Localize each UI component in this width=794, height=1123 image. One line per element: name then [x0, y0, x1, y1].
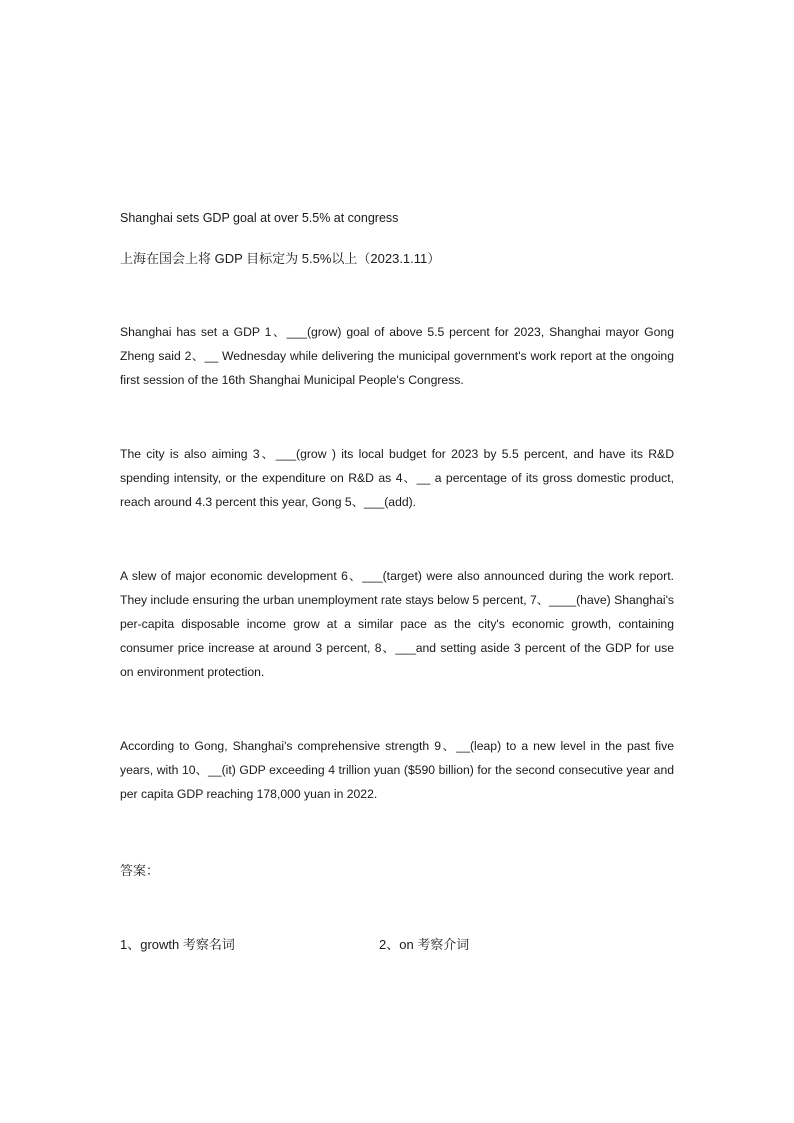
paragraph-2: The city is also aiming 3、___(grow ) its local budget for 2023 by 5.5 percent, and have its R&D spending intensity, or the expenditure on R&D as 4、__ a percentage of its gross domestic product, reach around 4.3 percent this year, Gong 5、___(add). — [120, 447, 674, 509]
answer-item-1: 1、growth 考察名词 — [120, 937, 235, 952]
article-title-chinese: 上海在国会上将 GDP 目标定为 5.5%以上（2023.1.11） — [120, 251, 441, 266]
paragraph-4: According to Gong, Shanghai's comprehensive strength 9、__(leap) to a new level in the past five years, with 10、__(it) GDP exceeding 4 trillion yuan ($590 billion) for the second consecutive year and per capita GDP reaching 178,000 yuan in 2022. — [120, 739, 674, 801]
article-title-english: Shanghai sets GDP goal at over 5.5% at congress — [120, 211, 399, 225]
answer-heading: 答案： — [120, 863, 160, 878]
paragraph-3: A slew of major economic development 6、___(target) were also announced during the work report. They include ensuring the urban unemployment rate stays below 5 percent, 7、____(have) Shanghai's per-capita disposable income grow at a similar pace as the city's economic growth, containing consumer price increase at around 3 percent, 8、___and setting aside 3 percent of the GDP for use on environment protection. — [120, 569, 674, 679]
paragraph-1: Shanghai has set a GDP 1、___(grow) goal of above 5.5 percent for 2023, Shanghai mayor Gong Zheng said 2、__ Wednesday while delivering the municipal government's work report at the ongoing first session of the 16th Shanghai Municipal People's Congress. — [120, 325, 674, 387]
answer-item-2: 2、on 考察介词 — [379, 937, 470, 952]
